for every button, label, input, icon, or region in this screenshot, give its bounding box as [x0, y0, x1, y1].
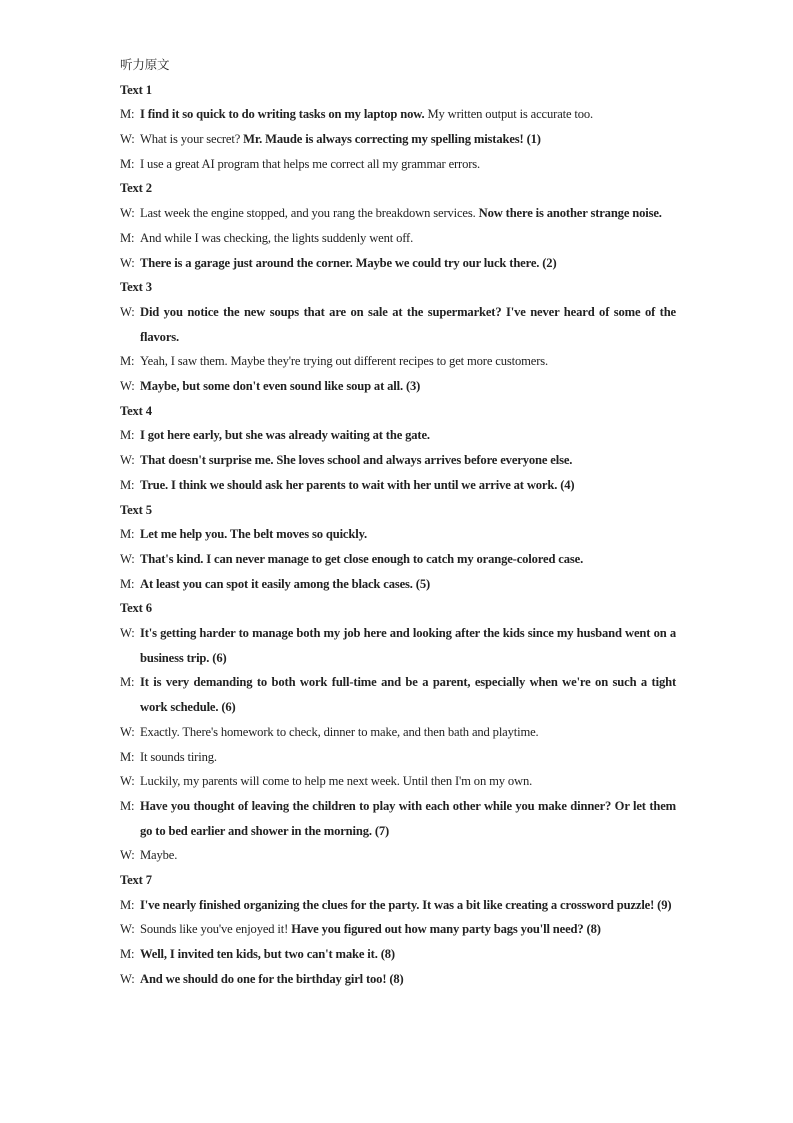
speaker-label: W:	[120, 724, 135, 739]
key-sentence: I got here early, but she was already waiting at the gate.	[140, 428, 430, 443]
key-sentence: That doesn't surprise me. She loves school and always arrives before everyone else.	[140, 453, 573, 468]
speaker-label: M:	[120, 156, 135, 171]
dialogue-line	[120, 201, 676, 226]
dialogue-line	[120, 942, 676, 967]
speaker-label: M:	[120, 527, 135, 542]
dialogue-text: And while I was checking, the lights suddenly went off.	[140, 230, 414, 245]
speaker-label: M:	[120, 897, 135, 912]
dialogue-line	[120, 769, 676, 794]
key-sentence: And we should do one for the birthday girl too! (8)	[140, 971, 404, 986]
speaker-label: W:	[120, 206, 135, 221]
dialogue-text: Exactly. There's homework to check, dinner to make, and then bath and playtime.	[140, 724, 539, 739]
dialogue-line	[120, 127, 676, 152]
speaker-label: M:	[120, 428, 135, 443]
dialogue-line	[120, 547, 676, 572]
key-sentence: Mr. Maude is always correcting my spelling mistakes! (1)	[243, 132, 541, 147]
key-sentence: Did you notice the new soups that are on sale at the supermarket? I've never heard of some of the flavors.	[140, 304, 676, 344]
speaker-label: M:	[120, 798, 135, 813]
dialogue-line	[120, 423, 676, 448]
dialogue-text: Maybe.	[140, 848, 178, 863]
speaker-label: W:	[120, 453, 135, 468]
speaker-label: M:	[120, 749, 135, 764]
speaker-label: M:	[120, 230, 135, 245]
speaker-label: M:	[120, 947, 135, 962]
dialogue-line	[120, 102, 676, 127]
speaker-label: M:	[120, 675, 135, 690]
dialogue-text: My written output is accurate too.	[424, 107, 594, 122]
section-heading: Text 7	[120, 873, 152, 888]
speaker-label: W:	[120, 922, 135, 937]
speaker-label: M:	[120, 354, 135, 369]
section-heading: Text 5	[120, 502, 152, 517]
key-sentence: Let me help you. The belt moves so quickly.	[140, 527, 368, 542]
section-heading: Text 6	[120, 601, 152, 616]
page-title: 听力原文	[120, 57, 170, 72]
dialogue-text: It sounds tiring.	[140, 749, 217, 764]
key-sentence: At least you can spot it easily among the black cases. (5)	[140, 576, 431, 591]
key-sentence: Have you figured out how many party bags you'll need? (8)	[291, 922, 601, 937]
key-sentence: That's kind. I can never manage to get close enough to catch my orange-colored case.	[140, 551, 584, 566]
dialogue-text: Sounds like you've enjoyed it!	[140, 922, 292, 937]
speaker-label: W:	[120, 971, 135, 986]
speaker-label: W:	[120, 379, 135, 394]
key-sentence: There is a garage just around the corner. Maybe we could try our luck there. (2)	[140, 255, 557, 270]
dialogue-line	[120, 251, 676, 276]
dialogue-line	[120, 917, 676, 942]
key-sentence: True. I think we should ask her parents to wait with her until we arrive at work. (4)	[140, 477, 575, 492]
speaker-label: W:	[120, 774, 135, 789]
key-sentence: Well, I invited ten kids, but two can't make it. (8)	[140, 947, 395, 962]
dialogue-text: What is your secret?	[140, 132, 244, 147]
dialogue-line	[120, 720, 676, 745]
dialogue-text: I use a great AI program that helps me correct all my grammar errors.	[140, 156, 481, 171]
dialogue-line	[120, 794, 676, 843]
speaker-label: W:	[120, 626, 135, 641]
dialogue-line	[120, 226, 676, 251]
dialogue-line	[120, 843, 676, 868]
dialogue-line	[120, 522, 676, 547]
speaker-label: M:	[120, 576, 135, 591]
section-heading: Text 1	[120, 82, 152, 97]
dialogue-line	[120, 448, 676, 473]
dialogue-line	[120, 893, 676, 918]
dialogue-line	[120, 572, 676, 597]
key-sentence: It is very demanding to both work full-time and be a parent, especially when we're on such a tight work schedule. (6)	[140, 675, 676, 715]
dialogue-line	[120, 670, 676, 719]
dialogue-line	[120, 621, 676, 670]
key-sentence: I find it so quick to do writing tasks on my laptop now.	[140, 107, 425, 122]
speaker-label: W:	[120, 304, 135, 319]
dialogue-line	[120, 300, 676, 349]
key-sentence: Now there is another strange noise.	[478, 206, 662, 221]
speaker-label: W:	[120, 848, 135, 863]
dialogue-line	[120, 967, 676, 992]
dialogue-text: Luckily, my parents will come to help me next week. Until then I'm on my own.	[140, 774, 533, 789]
speaker-label: M:	[120, 477, 135, 492]
key-sentence: Maybe, but some don't even sound like soup at all. (3)	[140, 379, 421, 394]
dialogue-line	[120, 473, 676, 498]
dialogue-text: Yeah, I saw them. Maybe they're trying out different recipes to get more customers.	[140, 354, 548, 369]
transcript-body	[120, 78, 676, 992]
key-sentence: Have you thought of leaving the children to play with each other while you make dinner? Or let them go to bed earlier and shower in the morning. (7)	[140, 798, 676, 838]
section-heading: Text 4	[120, 403, 152, 418]
speaker-label: W:	[120, 551, 135, 566]
dialogue-line	[120, 374, 676, 399]
dialogue-line	[120, 349, 676, 374]
speaker-label: W:	[120, 132, 135, 147]
dialogue-line	[120, 152, 676, 177]
dialogue-text: Last week the engine stopped, and you rang the breakdown services.	[140, 206, 479, 221]
key-sentence: I've nearly finished organizing the clues for the party. It was a bit like creating a crossword puzzle! (9)	[140, 897, 672, 912]
dialogue-line	[120, 745, 676, 770]
speaker-label: M:	[120, 107, 135, 122]
key-sentence: It's getting harder to manage both my job here and looking after the kids since my husband went on a business trip. (6)	[140, 626, 676, 665]
section-heading: Text 3	[120, 280, 152, 295]
section-heading: Text 2	[120, 181, 152, 196]
transcript-page	[120, 53, 676, 992]
speaker-label: W:	[120, 255, 135, 270]
